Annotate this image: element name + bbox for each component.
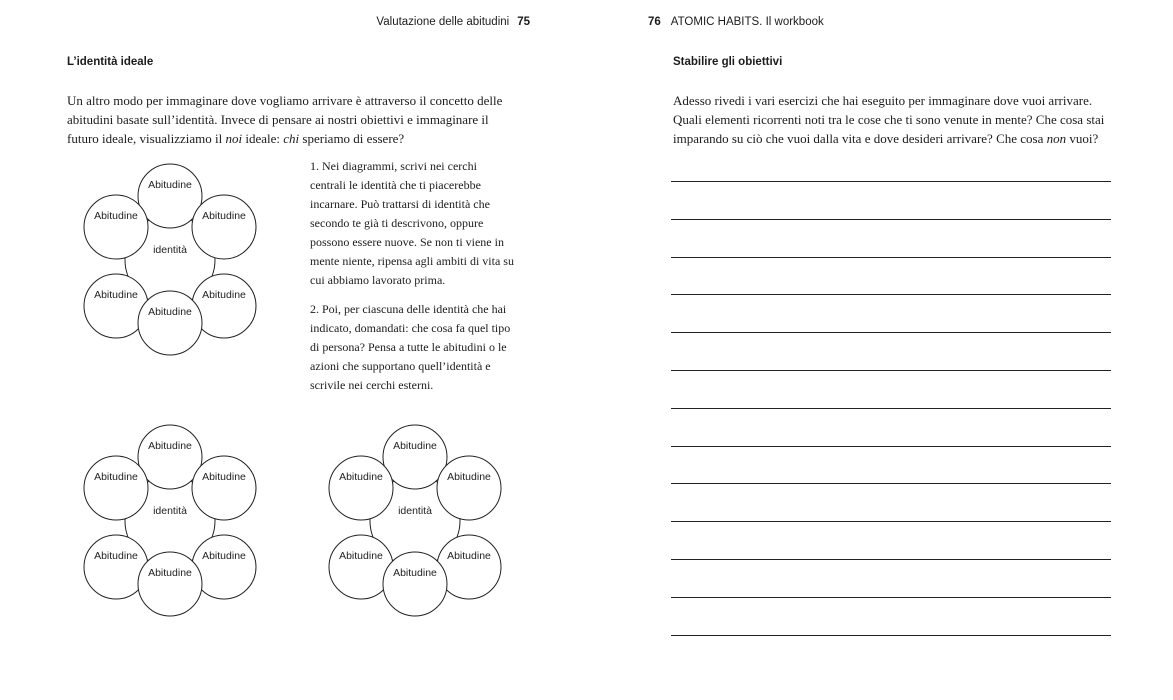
identity-diagram-1 [54,163,294,409]
writing-line[interactable] [671,370,1111,371]
writing-line[interactable] [671,521,1111,522]
habit-label: Abitudine [339,550,383,562]
habit-circle[interactable] [329,456,393,520]
habit-label: Abitudine [148,440,192,452]
habit-label: Abitudine [202,471,246,483]
habit-circle[interactable] [84,456,148,520]
identity-label: identità [153,244,187,256]
intro-paragraph-set-goals: Adesso rivedi i vari esercizi che hai eseguito per immaginare dove vuoi arrivare. Quali elementi ricorrenti noti tra le cose che ti sono venute in mente? Che cosa stai imparando su ciò che vuoi dalla vita e dove desideri arrivare? Che cosa non vuoi? [673,93,1105,146]
habit-label: Abitudine [339,471,383,483]
habit-circle[interactable] [138,291,202,355]
identity-diagram-2 [54,424,294,670]
running-head-left-title: Valutazione delle abitudini [376,16,510,28]
running-head-left [376,16,530,28]
habit-label: Abitudine [202,289,246,301]
writing-line[interactable] [671,332,1111,333]
instruction-step-2: 2. Poi, per ciascuna delle identità che hai indicato, domandati: che cosa fa quel tipo di persona? Pensa a tutte le abitudini o le azioni che supportano quell’identità e scrivile nei cerchi esterni. [310,302,511,392]
writing-line[interactable] [671,559,1111,560]
habit-label: Abitudine [447,471,491,483]
habit-label: Abitudine [202,550,246,562]
writing-line[interactable] [671,408,1111,409]
habit-circle[interactable] [84,195,148,259]
page-number-right: 76 [648,16,661,28]
habit-circle[interactable] [138,164,202,228]
habit-circle[interactable] [192,195,256,259]
habit-label: Abitudine [393,567,437,579]
habit-label: Abitudine [94,550,138,562]
identity-diagram-3 [299,424,539,670]
section-title-ideal-identity: L’identità ideale [67,56,154,68]
habit-circle[interactable] [192,456,256,520]
running-head-right [648,16,824,28]
habit-circle[interactable] [138,425,202,489]
habit-label: Abitudine [94,471,138,483]
writing-line[interactable] [671,446,1111,447]
identity-label: identità [398,505,432,517]
writing-line[interactable] [671,635,1111,636]
writing-line[interactable] [671,294,1111,295]
habit-label: Abitudine [94,289,138,301]
habit-circle[interactable] [383,552,447,616]
habit-label: Abitudine [447,550,491,562]
writing-line[interactable] [671,257,1111,258]
running-head-right-title: ATOMIC HABITS. Il workbook [670,16,824,28]
habit-circle[interactable] [138,552,202,616]
habit-label: Abitudine [148,567,192,579]
habit-circle[interactable] [437,456,501,520]
habit-label: Abitudine [148,179,192,191]
page-number-left: 75 [517,16,530,28]
instruction-step-1: 1. Nei diagrammi, scrivi nei cerchi centrali le identità che ti piacerebbe incarnare. Può trattarsi di identità che secondo te già ti descrivono, oppure possono essere nuove. Se non ti viene in mente niente, ripensa agli ambiti di vita su cui abbiamo lavorato prima. [310,159,514,287]
habit-label: Abitudine [202,210,246,222]
intro-paragraph-ideal-identity: Un altro modo per immaginare dove vogliamo arrivare è attraverso il concetto delle abitudini basate sull’identità. Invece di pensare ai nostri obiettivi e immaginare il futuro ideale, visualizziamo il noi ideale: chi speriamo di essere? [67,93,503,146]
habit-label: Abitudine [94,210,138,222]
writing-line[interactable] [671,483,1111,484]
habit-label: Abitudine [148,306,192,318]
writing-line[interactable] [671,597,1111,598]
habit-circle[interactable] [383,425,447,489]
habit-label: Abitudine [393,440,437,452]
identity-label: identità [153,505,187,517]
writing-line[interactable] [671,219,1111,220]
section-title-set-goals: Stabilire gli obiettivi [673,56,783,68]
writing-line[interactable] [671,181,1111,182]
